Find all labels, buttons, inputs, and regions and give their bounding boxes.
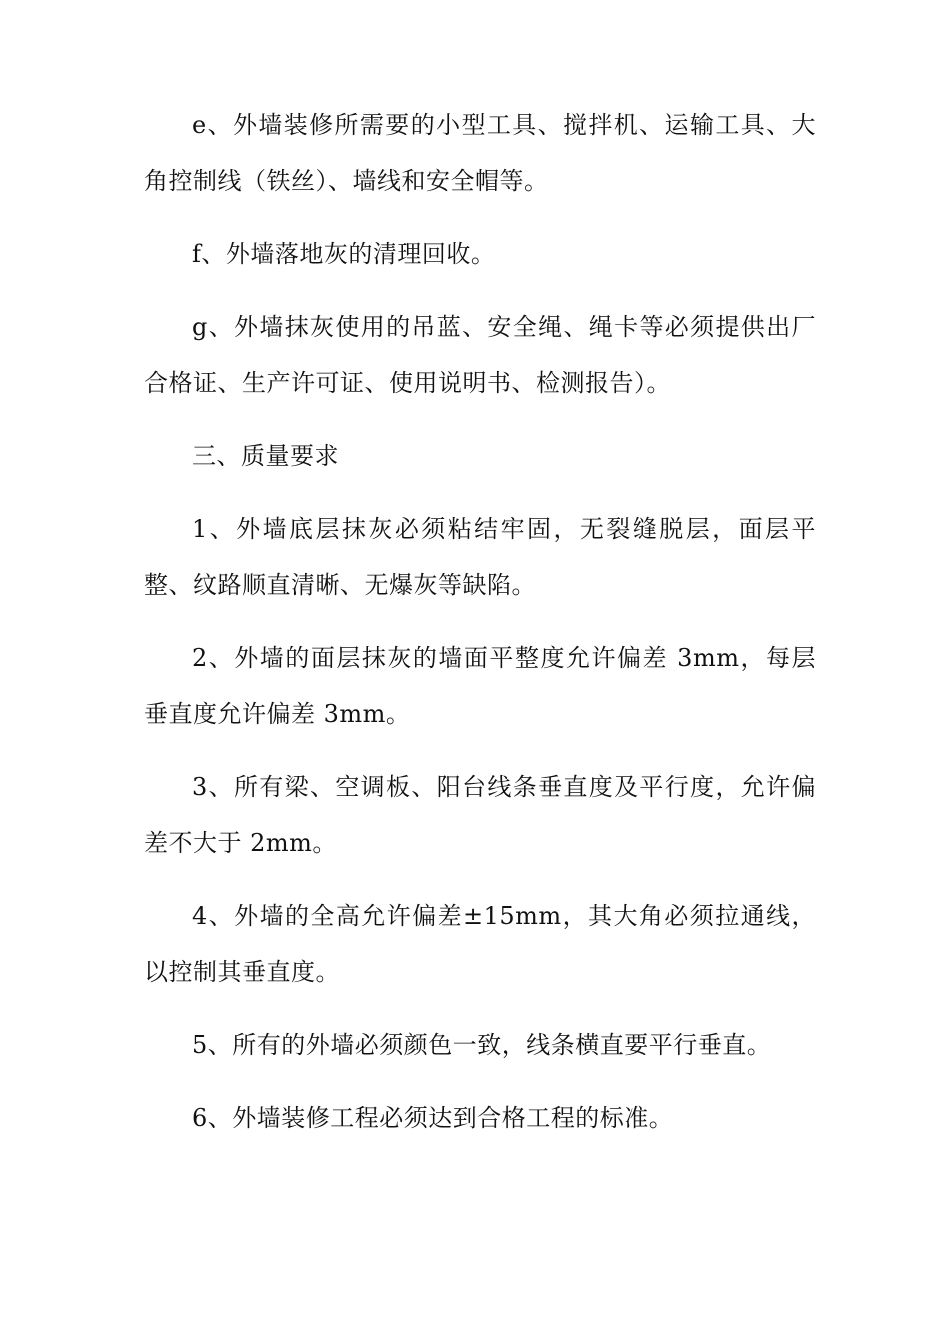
paragraph-f-cleanup: f、外墙落地灰的清理回收。 [192,240,496,268]
paragraph-quality-2: 2、外墙的面层抹灰的墙面平整度允许偏差 3mm，每层垂直度允许偏差 3mm。 [144,644,816,728]
paragraph-quality-6: 6、外墙装修工程必须达到合格工程的标准。 [192,1104,674,1132]
paragraph-quality-4: 4、外墙的全高允许偏差±15mm，其大角必须拉通线，以控制其垂直度。 [144,902,816,986]
paragraph-quality-1: 1、外墙底层抹灰必须粘结牢固，无裂缝脱层，面层平整、纹路顺直清晰、无爆灰等缺陷。 [144,515,816,599]
paragraph-quality-5: 5、所有的外墙必须颜色一致，线条横直要平行垂直。 [192,1031,772,1059]
section-heading-quality: 三、质量要求 [192,442,339,470]
paragraph-e-tools: e、外墙装修所需要的小型工具、搅拌机、运输工具、大角控制线（铁丝）、墙线和安全帽等。 [144,111,816,195]
paragraph-g-certificates: g、外墙抹灰使用的吊蓝、安全绳、绳卡等必须提供出厂合格证、生产许可证、使用说明书、检测报告）。 [144,313,816,397]
document-body [144,97,816,1163]
paragraph-quality-3: 3、所有梁、空调板、阳台线条垂直度及平行度，允许偏差不大于 2mm。 [144,773,816,857]
